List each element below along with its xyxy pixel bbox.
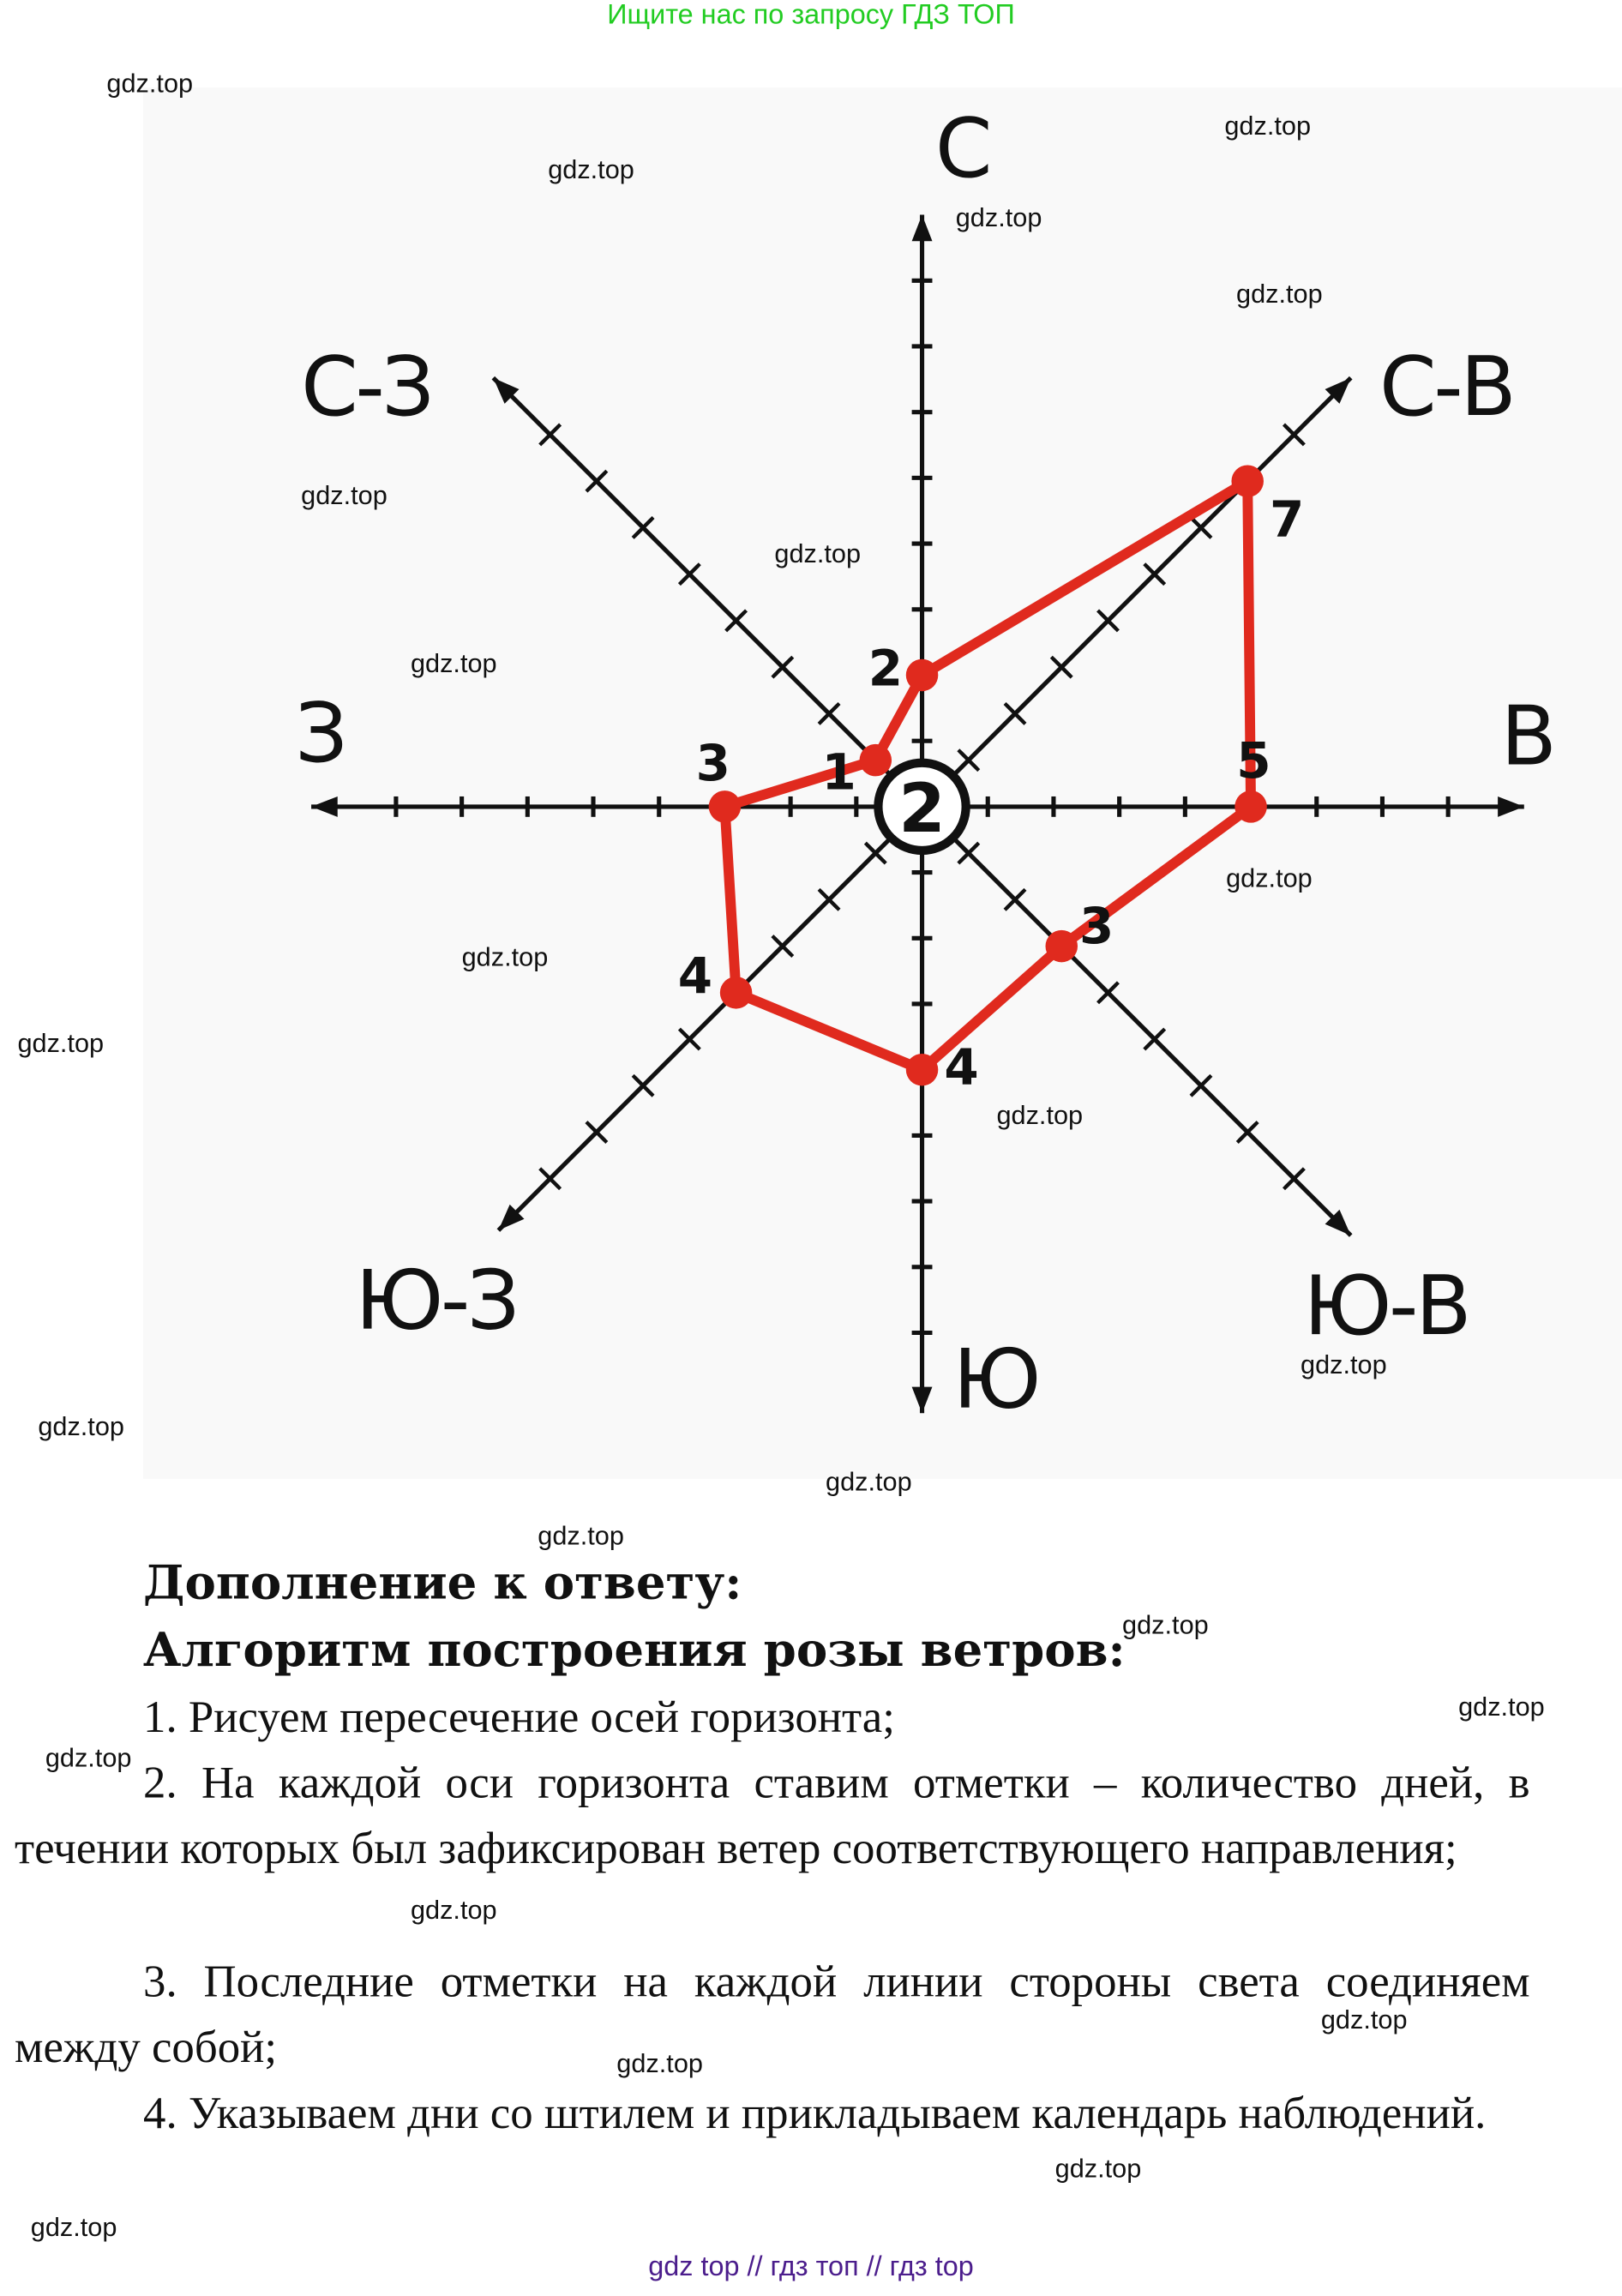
watermark: gdz.top <box>410 1895 497 1925</box>
label-southeast: Ю-В <box>1303 1259 1469 1355</box>
watermark: gdz.top <box>548 154 634 184</box>
algorithm-heading: Алгоритм построения розы ветров: <box>143 1621 1126 1678</box>
watermark: gdz.top <box>410 648 497 678</box>
axis-southwest <box>498 807 922 1230</box>
label-southwest: Ю-З <box>355 1253 517 1349</box>
footer-links[interactable]: gdz top // гдз топ // гдз top <box>648 2251 974 2283</box>
watermark: gdz.top <box>1224 111 1312 141</box>
label-northeast: С-В <box>1379 340 1514 436</box>
data-label-3: 3 <box>1078 897 1114 956</box>
step-4: 4. Указываем дни со штилем и прикладываем календарь наблюдений. <box>143 2087 1487 2138</box>
data-point-2 <box>1235 790 1266 822</box>
label-northwest: С-З <box>301 340 432 436</box>
watermark: gdz.top <box>17 1028 105 1059</box>
data-label-4: 4 <box>944 1037 979 1097</box>
data-point-7 <box>860 744 892 776</box>
watermark: gdz.top <box>106 69 194 99</box>
step-2: 2. На каждой оси горизонта ставим отметки – количество дней, в течении которых был зафиксирован ветер соответствующего направления; <box>15 1756 1530 1874</box>
watermark: gdz.top <box>30 2212 117 2242</box>
watermark: gdz.top <box>826 1467 912 1497</box>
data-point-6 <box>709 790 741 822</box>
label-west: З <box>295 687 345 782</box>
axis-west-arrow <box>311 796 338 817</box>
watermark: gdz.top <box>996 1100 1084 1130</box>
watermark: gdz.top <box>774 538 862 569</box>
watermark: gdz.top <box>1226 863 1313 893</box>
label-north: С <box>934 102 990 198</box>
watermark: gdz.top <box>616 2048 703 2078</box>
watermark: gdz.top <box>1301 1349 1387 1380</box>
data-label-5: 4 <box>677 946 713 1005</box>
data-point-1 <box>1231 465 1263 496</box>
data-label-2: 5 <box>1236 730 1271 790</box>
label-south: Ю <box>952 1332 1038 1428</box>
watermark: gdz.top <box>1320 2004 1408 2035</box>
calm-days-label: 2 <box>898 769 946 848</box>
step-3: 3. Последние отметки на каждой линии стороны света соединяем между собой; <box>15 1955 1530 2072</box>
data-label-7: 1 <box>821 742 856 802</box>
answer-heading: Дополнение к ответу: <box>143 1554 742 1611</box>
watermark: gdz.top <box>538 1521 624 1551</box>
data-point-4 <box>906 1054 938 1085</box>
watermark: gdz.top <box>1122 1610 1209 1640</box>
axis-east-arrow <box>1498 796 1524 817</box>
watermark: gdz.top <box>38 1411 124 1441</box>
data-label-0: 2 <box>868 639 904 698</box>
axis-northeast <box>922 378 1351 807</box>
watermark: gdz.top <box>1458 1692 1545 1722</box>
watermark: gdz.top <box>1054 2154 1142 2184</box>
data-point-3 <box>1046 930 1078 962</box>
data-point-0 <box>906 659 938 691</box>
watermark: gdz.top <box>955 202 1042 233</box>
step-1: 1. Рисуем пересечение осей горизонта; <box>143 1691 895 1742</box>
data-point-5 <box>720 977 752 1008</box>
data-label-6: 3 <box>695 734 730 793</box>
search-hint-link[interactable]: Ищите нас по запросу ГДЗ ТОП <box>607 0 1015 31</box>
data-label-1: 7 <box>1270 490 1305 549</box>
watermark: gdz.top <box>301 480 387 510</box>
watermark: gdz.top <box>45 1743 132 1773</box>
axis-north-arrow <box>912 215 933 242</box>
watermark: gdz.top <box>461 942 549 972</box>
label-east: В <box>1500 689 1554 785</box>
axis-south-arrow <box>912 1387 933 1414</box>
watermark: gdz.top <box>1236 279 1323 309</box>
